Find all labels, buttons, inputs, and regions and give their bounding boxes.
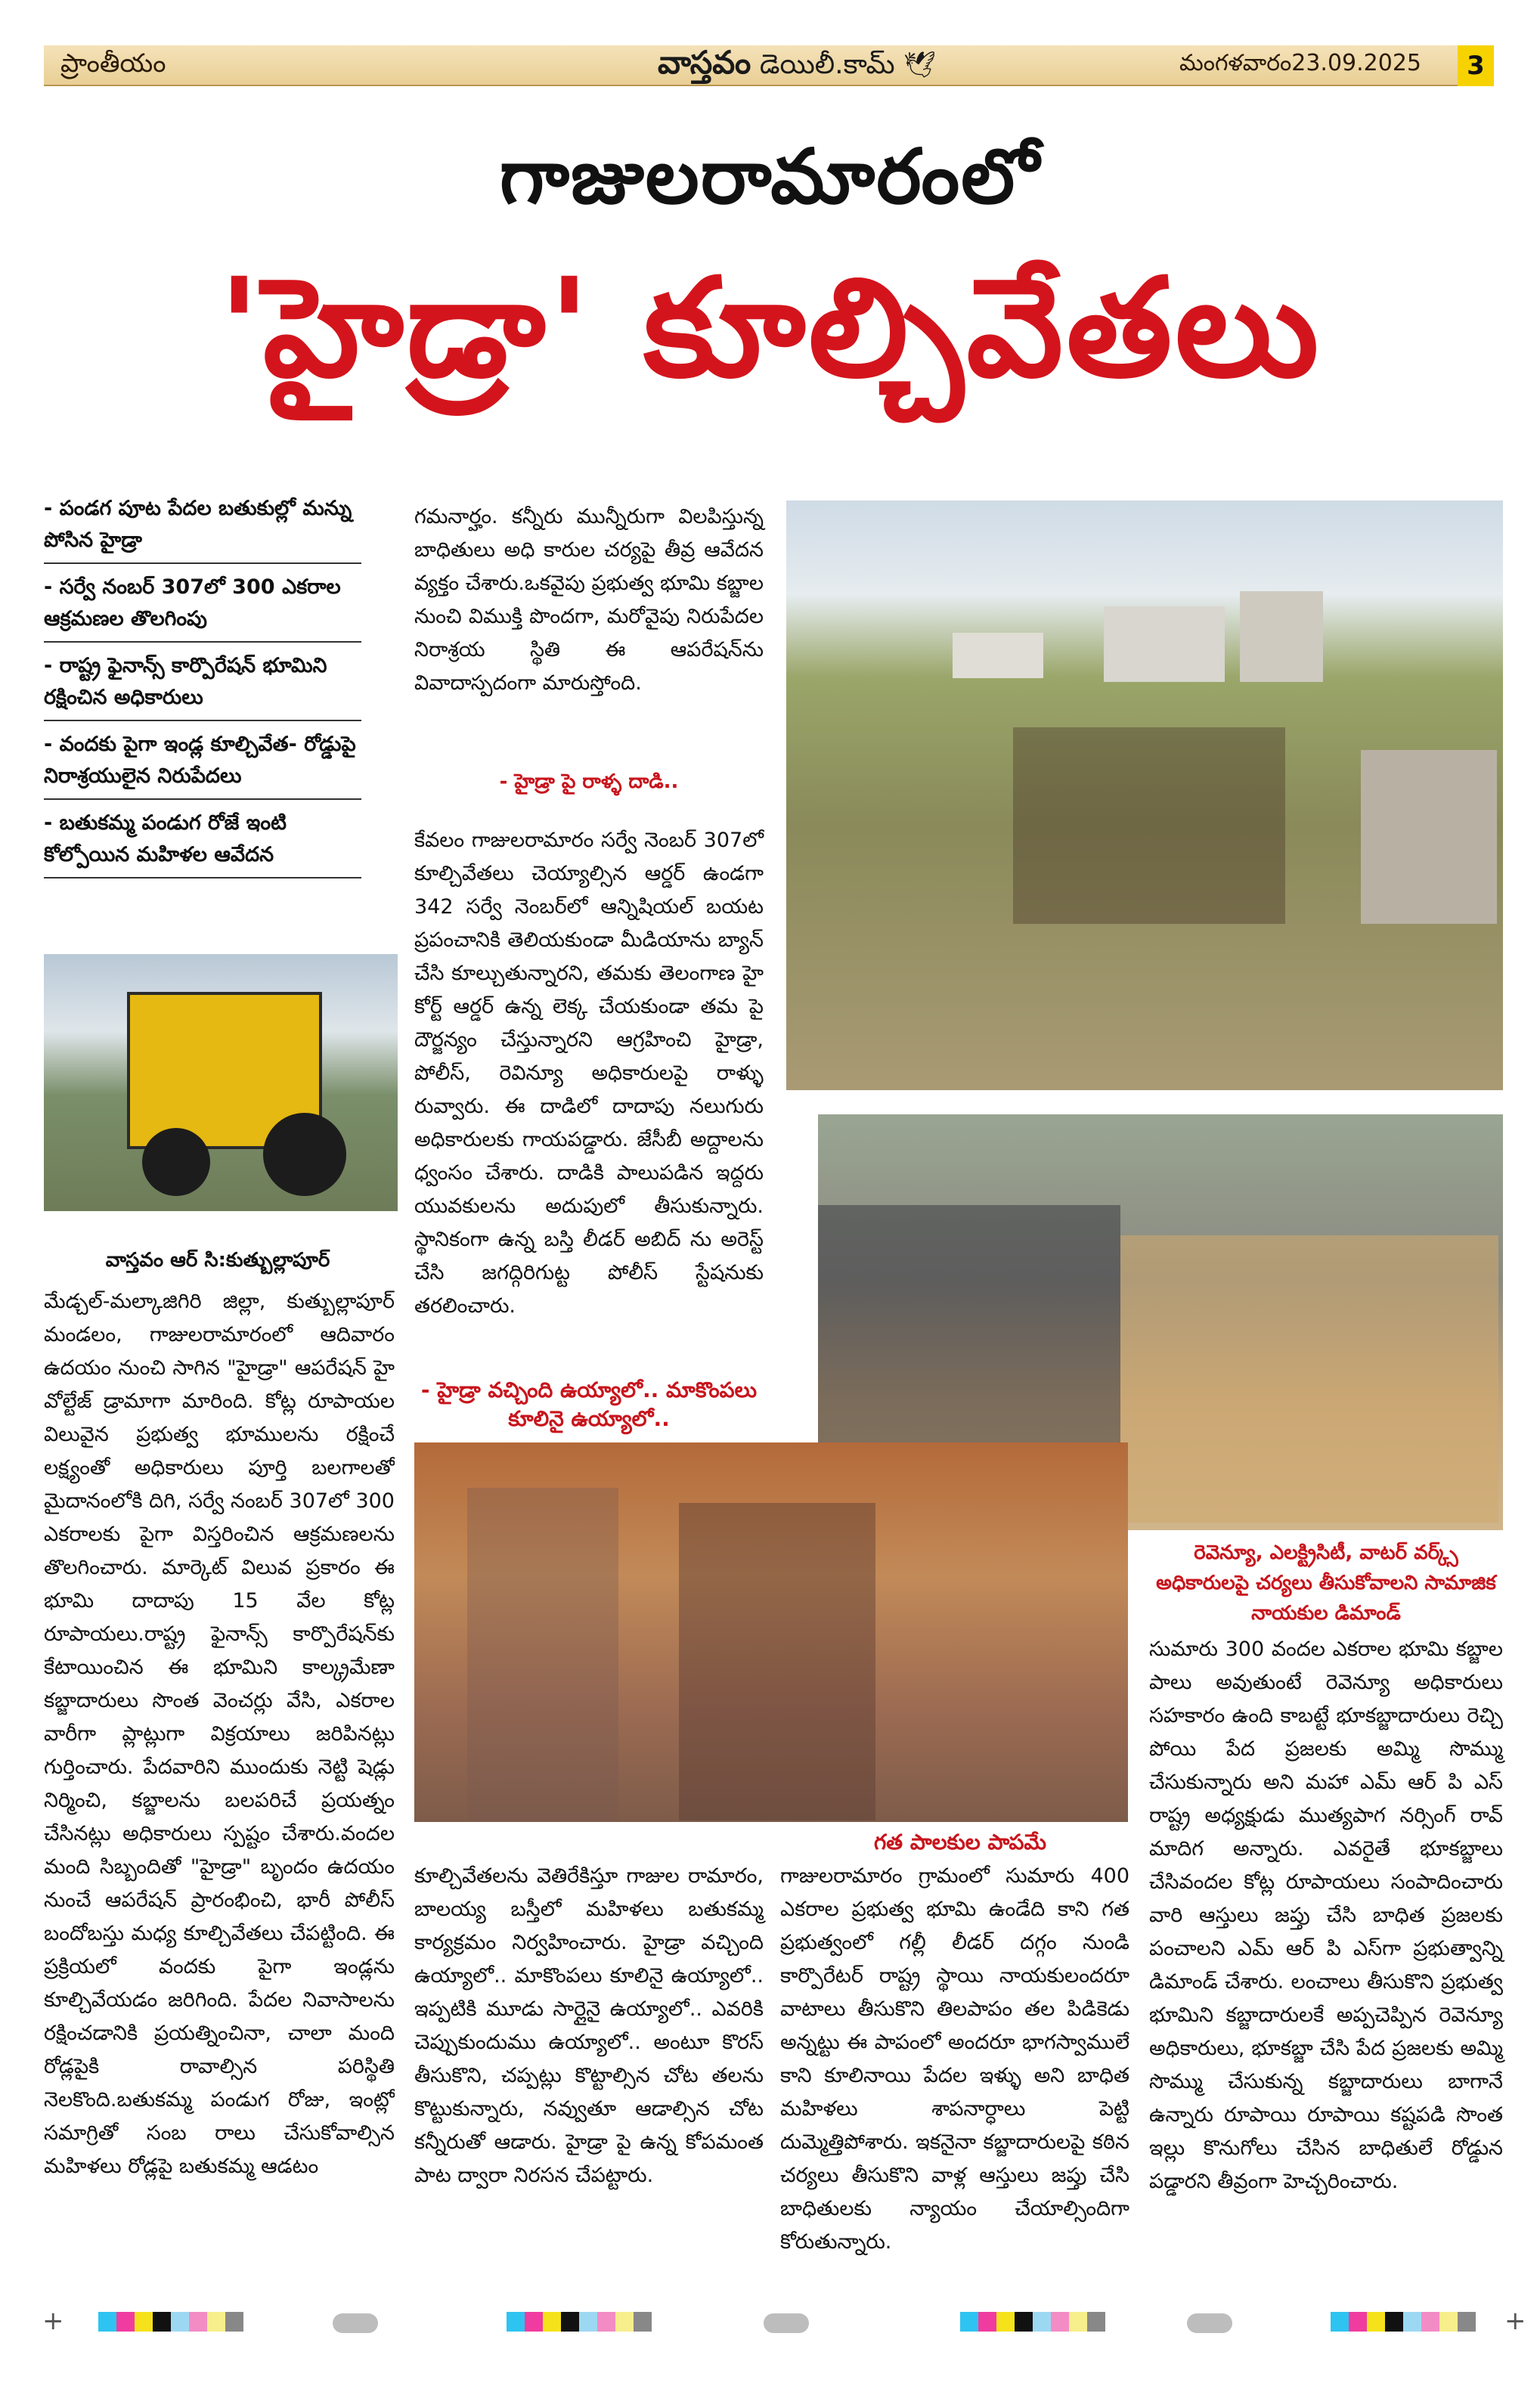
article-column-4-bottom: సుమారు 300 వందల ఎకరాల భూమి కబ్జాల పాలు అవుతుంటే రెవెన్యూ అధికారులు సహకారం ఉంది కాబట్టే భూకబ్జాదారులు రెచ్చి పోయి పేద ప్రజలకు అమ్మి సొమ్ము చేసుకున్నారు అని మహా ఎమ్ ఆర్ పి ఎస్ రాష్ట్ర అధ్యక్షుడు ముత్యపాగ నర్సింగ్ రావ్ మాదిగ అన్నారు. ఎవరైతే భూకబ్జాలు చేసివందల కోట్ల రూపాయలు సంపాదించారు వారి ఆస్తులు జప్తు చేసి బాధిత ప్రజలకు పంచాలని ఎమ్ ఆర్ పి ఎస్‌గా ప్రభుత్వాన్ని డిమాండ్ చేశారు. లంచాలు తీసుకొని ప్రభుత్వ భూమిని కబ్జాదారులకే అప్పచెప్పిన రెవెన్యూ అధికారులు, భూకబ్జా చేసి పేద ప్రజలకు అమ్మి సొమ్ము చేసుకున్న కబ్జాదారులు బాగానే ఉన్నారు రూపాయి రూపాయి కష్టపడి సొంత ఇల్లు కొనుగోలు చేసిన బాధితులే రోడ్డున పడ్డారని తీవ్రంగా హెచ్చరించారు. (1149, 1638, 1503, 2193)
highlight-item: - పండగ పూట పేదల బతుకుల్లో మన్ను పోసిన హైడ్రా (44, 491, 361, 564)
article-column-3-bottom: గాజులరామారం గ్రామంలో సుమారు 400 ఎకరాల ప్రభుత్వ భూమి ఉండేది కాని గత ప్రభుత్వంలో గల్లీ లీడర్ దగ్గం నుండి కార్పొరేటర్ రాష్ట్ర స్థాయి నాయకులందరూ వాటాలు తీసుకొని తిలపాపం తల పిడికెడు అన్నట్టు ఈ పాపంలో అందరూ భాగస్వాములే కాని కూలినాయి పేదల ఇళ్ళు అని బాధిత మహిళలు శాపనార్ధాలు పెట్టి దుమ్మెత్తిపోశారు. ఇకనైనా కబ్జాదారులపై కఠిన చర్యలు తీసుకొని వాళ్ల ఆస్తులు జప్తు చేసి బాధితులకు న్యాయం చేయాల్సిందిగా కోరుతున్నారు. (780, 1864, 1129, 2254)
registration-mark-icon: + (42, 2306, 64, 2336)
article-column-1: మేడ్చల్-మల్కాజిగిరి జిల్లా, కుత్బుల్లాపూర్ మండలం, గాజులరామారంలో ఆదివారం ఉదయం నుంచి సాగిన "హైడ్రా" ఆపరేషన్ హై వోల్టేజ్ డ్రామాగా మారింది. కోట్ల రూపాయల విలువైన ప్రభుత్వ భూములను రక్షించే లక్ష్యంతో అధికారులు పూర్తి బలగాలతో మైదానంలోకి దిగి, సర్వే నంబర్ 307లో 300 ఎకరాలకు పైగా విస్తరించిన ఆక్రమణలను తొలగించారు. మార్కెట్ విలువ ప్రకారం ఈ భూమి దాదాపు 15 వేల కోట్ల రూపాయలు.రాష్ట్ర ఫైనాన్స్ కార్పొరేషన్‌కు కేటాయించిన ఈ భూమిని కాల్క్రమేణా కబ్జాదారులు సొంత వెంచర్లు వేసి, ఎకరాల వారీగా ప్లాట్లుగా విక్రయాలు జరిపినట్లు గుర్తించారు. పేదవారిని ముందుకు నెట్టి షెడ్లు నిర్మించి, కబ్జాలను బలపరిచే ప్రయత్నం చేసినట్లు అధికారులు స్పష్టం చేశారు.వందల మంది సిబ్బందితో "హైడ్రా" బృందం ఉదయం నుంచే ఆపరేషన్ ప్రారంభించి, భారీ పోలీస్ బందోబస్తు మధ్య కూల్చివేతలు చేపట్టింది. ఈ ప్రక్రియలో వందకు పైగా ఇండ్లను కూల్చివేయడం జరిగింది. పేదల నివాసాలను రక్షించడానికి ప్రయత్నించినా, చాలా మంది రోడ్లపైకి రావాల్సిన పరిస్థితి నెలకొంది.బతుకమ్మ పండుగ రోజు, ఇంట్లో సమాగ్రితో సంబ రాలు చేసుకోవాల్సిన మహిళలు రోడ్లపై బతుకమ్మ ఆడటం (44, 1290, 395, 2178)
apartment-building (1240, 591, 1323, 682)
highlight-item: - సర్వే నంబర్ 307లో 300 ఎకరాల ఆక్రమణల తొలగింపు (44, 570, 361, 643)
registration-pill (333, 2313, 378, 2333)
rubble-pile (1361, 750, 1497, 924)
caption-past-rulers-sin: గత పాలకుల పాపమే (873, 1830, 1046, 1854)
byline: వాస్తవం ఆర్ సి:కుత్బుల్లాపూర్ (105, 1249, 330, 1272)
registration-pill (764, 2313, 809, 2333)
headline-line1: గాజులరామారంలో (499, 132, 1041, 221)
subheading-stone-attack: - హైడ్రా పై రాళ్ళ దాడి.. (499, 770, 679, 793)
masthead-title: వాస్తవం (658, 44, 751, 81)
police-officers (1120, 1235, 1498, 1523)
section-label: ప్రాంతీయం (60, 48, 166, 79)
highlight-item: - రాష్ట్ర ఫైనాన్స్ కార్పొరేషన్ భూమిని రక్షించిన అధికారులు (44, 649, 361, 721)
jcb-wheel (263, 1113, 346, 1196)
jcb-wheel (142, 1128, 210, 1196)
color-bar (98, 2312, 243, 2335)
woman-with-child (679, 1503, 875, 1820)
color-bar (1331, 2312, 1476, 2335)
article-column-2-top: గమనార్హం. కన్నీరు మున్నీరుగా విలపిస్తున్న బాధితులు అధి కారుల చర్యపై తీవ్ర ఆవేదన వ్యక్తం చేశారు.ఒకవైపు ప్రభుత్వ భూమి కబ్జాల నుంచి విముక్తి పొందగా, మరోవైపు నిరుపేదల నిరాశ్రయ స్థితి ఈ ఆపరేషన్‌ను వివాదాస్పదంగా మారుస్తోంది. (414, 505, 764, 695)
headline-line2: 'హైడ్రా' కూల్చివేతలు (218, 249, 1322, 407)
highlight-item: - బతుకమ్మ పండుగ రోజే ఇంటి కోల్పోయిన మహిళల ఆవేదన (44, 806, 361, 878)
subheading-bathukamma-song: - హైడ్రా వచ్చింది ఉయ్యాలో.. మాకొంపలు కూలినై ఉయ్యాలో.. (420, 1377, 758, 1431)
caption-social-leaders-demand: రెవెన్యూ, ఎలక్ట్రిసిటీ, వాటర్ వర్క్స్ అధికారులపై చర్యలు తీసుకోవాలని సామాజిక నాయకుల డిమాండ్ (1156, 1542, 1496, 1625)
photo-women-protest (414, 1442, 1128, 1822)
issue-date: మంగళవారం23.09.2025 (1179, 50, 1421, 76)
registration-pill (1187, 2313, 1232, 2333)
apartment-building (1104, 606, 1225, 682)
apartment-building (953, 633, 1043, 678)
bird-icon: 🕊 (903, 50, 937, 80)
woman-left (467, 1488, 618, 1820)
color-bar (960, 2312, 1105, 2335)
color-bar (507, 2312, 652, 2335)
registration-mark-icon: + (1504, 2306, 1526, 2336)
highlight-item: - వందకు పైగా ఇండ్ల కూల్చివేత- రోడ్డుపై నిరాశ్రయులైన నిరుపేదలు (44, 727, 361, 800)
highlights-list (44, 491, 361, 885)
page-number: 3 (1458, 45, 1494, 86)
workers-group (1013, 727, 1285, 924)
photo-demolition-site (786, 500, 1503, 1090)
masthead (658, 44, 936, 89)
article-column-2-mid: కేవలం గాజులరామారం సర్వే నెంబర్ 307లో కూల్చివేతలు చెయ్యాల్సిన ఆర్డర్ ఉండగా 342 సర్వే నెంబర్‌లో ఆన్నిషియల్ బయట ప్రపంచానికి తెలియకుండా మీడియాను బ్యాన్ చేసి కూల్చుతున్నారని, తమకు తెలంగాణ హై కోర్ట్ ఆర్డర్ ఉన్న లెక్క చేయకుండా తమ పై దౌర్జన్యం చేస్తున్నారని ఆగ్రహించి హైడ్రా, పోలీస్, రెవిన్యూ అధికారులపై రాళ్ళు రువ్వారు. ఈ దాడిలో దాదాపు నలుగురు అధికారులకు గాయపడ్డారు. జేసీబీ అద్దాలను ధ్వంసం చేశారు. దాడికి పాలుపడిన ఇద్దరు యువకులను అదుపులో తీసుకున్నారు. స్థానికంగా ఉన్న బస్తి లీడర్ అబిద్ ను అరెస్ట్ చేసి జగద్గిరిగుట్ట పోలీస్ స్టేషనుకు తరలించారు. (414, 829, 764, 1318)
masthead-suffix: డెయిలీ.కామ్ (759, 49, 895, 80)
photo-jcb-demolition (44, 954, 398, 1211)
article-column-2-bottom: కూల్చివేతలను వెతిరేకిస్తూ గాజుల రామారం, బాలయ్య బస్తీలో మహిళలు బతుకమ్మ కార్యక్రమం నిర్వహించారు. హైడ్రా వచ్చింది ఉయ్యాలో.. మాకొంపలు కూలినై ఉయ్యాలో.. ఇప్పటికి మూడు సార్లైనై ఉయ్యాలో.. ఎవరికి చెప్పుకుందుము ఉయ్యాలో.. అంటూ కొరస్ తీసుకొని, చప్పట్లు కొట్టాల్సిన చోట తలను కొట్టుకున్నారు, నవ్వుతూ ఆడాల్సిన చోట కన్నీరుతో ఆడారు. హైడ్రా పై ఉన్న కోపమంత పాట ద్వారా నిరసన చేపట్టారు. (414, 1864, 764, 2187)
